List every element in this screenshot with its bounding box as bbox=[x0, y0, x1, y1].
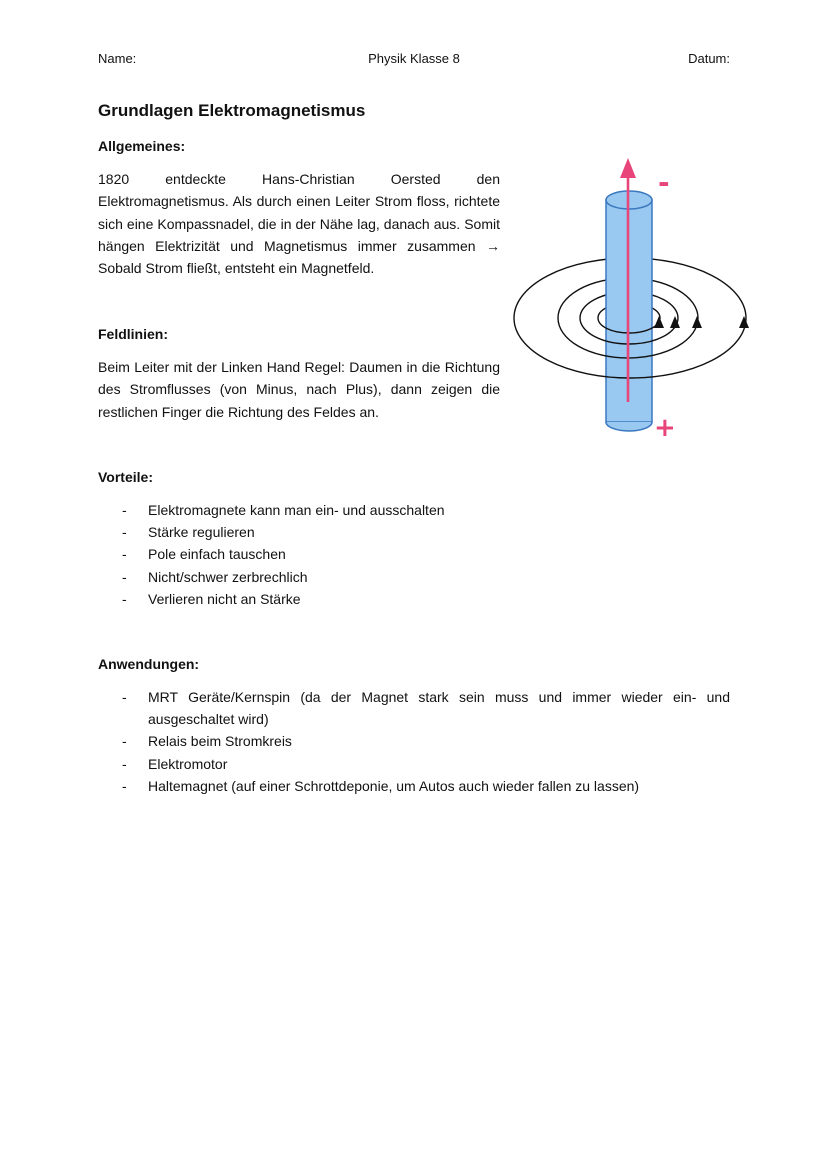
conductor-bottom bbox=[606, 422, 652, 431]
list-item bbox=[98, 686, 730, 730]
name-label: Name: bbox=[98, 51, 137, 66]
current-arrow-head-icon bbox=[620, 158, 636, 178]
list-item-text: Pole einfach tauschen bbox=[148, 546, 286, 563]
anwendungen-list bbox=[98, 686, 730, 797]
list-dash: - bbox=[122, 777, 127, 794]
list-dash: - bbox=[122, 689, 127, 705]
vorteile-list bbox=[98, 499, 445, 610]
minus-label: - bbox=[658, 166, 670, 199]
arrow-icon bbox=[692, 316, 702, 328]
list-item-text: Stärke regulieren bbox=[148, 524, 255, 541]
heading-vorteile: Vorteile: bbox=[98, 469, 153, 485]
list-item bbox=[98, 543, 445, 565]
list-dash: - bbox=[122, 546, 127, 563]
list-item bbox=[98, 521, 445, 543]
list-item-text: Haltemagnet (auf einer Schrottdeponie, um Autos auch wieder fallen zu lassen) bbox=[148, 777, 640, 794]
list-item bbox=[98, 775, 730, 797]
list-item bbox=[98, 499, 445, 521]
list-dash: - bbox=[122, 568, 127, 585]
list-item-text: Elektromotor bbox=[148, 755, 228, 772]
paragraph-feldlinien: Beim Leiter mit der Linken Hand Regel: Daumen in die Richtung des Stromflusses (von Minus, nach Plus), dann zeigen die restlichen Finger die Richtung des Feldes an. bbox=[98, 359, 500, 420]
list-item-text: MRT Geräte/Kernspin (da der Magnet stark sein muss und immer wieder ein- und ausgeschaltet wird) bbox=[148, 689, 730, 728]
list-dash: - bbox=[122, 733, 127, 750]
plus-label: + bbox=[654, 413, 676, 443]
heading-anwendungen: Anwendungen: bbox=[98, 656, 200, 672]
magnetic-field-diagram bbox=[508, 150, 758, 450]
list-item bbox=[98, 588, 445, 610]
heading-feldlinien: Feldlinien: bbox=[98, 326, 168, 342]
paragraph-allgemeines: 1820 entdeckte Hans-Christian Oersted den Elektromagnetismus. Als durch einen Leiter Strom floss, richtete sich eine Kompassnadel, die in der Nähe lag, danach aus. Somit hängen Elektrizität und Magnetismus immer zusammen → Sobald Strom fließt, entsteht ein Magnetfeld. bbox=[98, 171, 500, 277]
list-item-text: Relais beim Stromkreis bbox=[148, 733, 292, 750]
list-item bbox=[98, 566, 445, 588]
list-item bbox=[98, 730, 730, 752]
list-dash: - bbox=[122, 524, 127, 541]
arrow-icon bbox=[739, 316, 749, 328]
date-label: Datum: bbox=[688, 51, 730, 66]
arrow-icon bbox=[654, 316, 664, 328]
subject-label: Physik Klasse 8 bbox=[368, 51, 460, 66]
field-direction-arrows bbox=[654, 316, 749, 328]
list-dash: - bbox=[122, 755, 127, 772]
list-item-text: Nicht/schwer zerbrechlich bbox=[148, 568, 308, 585]
list-dash: - bbox=[122, 590, 127, 607]
list-item-text: Verlieren nicht an Stärke bbox=[148, 590, 301, 607]
heading-allgemeines: Allgemeines: bbox=[98, 138, 186, 154]
list-item-text: Elektromagnete kann man ein- und ausschalten bbox=[148, 502, 445, 518]
list-dash: - bbox=[122, 502, 127, 518]
list-item bbox=[98, 753, 730, 775]
page-title: Grundlagen Elektromagnetismus bbox=[98, 101, 366, 120]
